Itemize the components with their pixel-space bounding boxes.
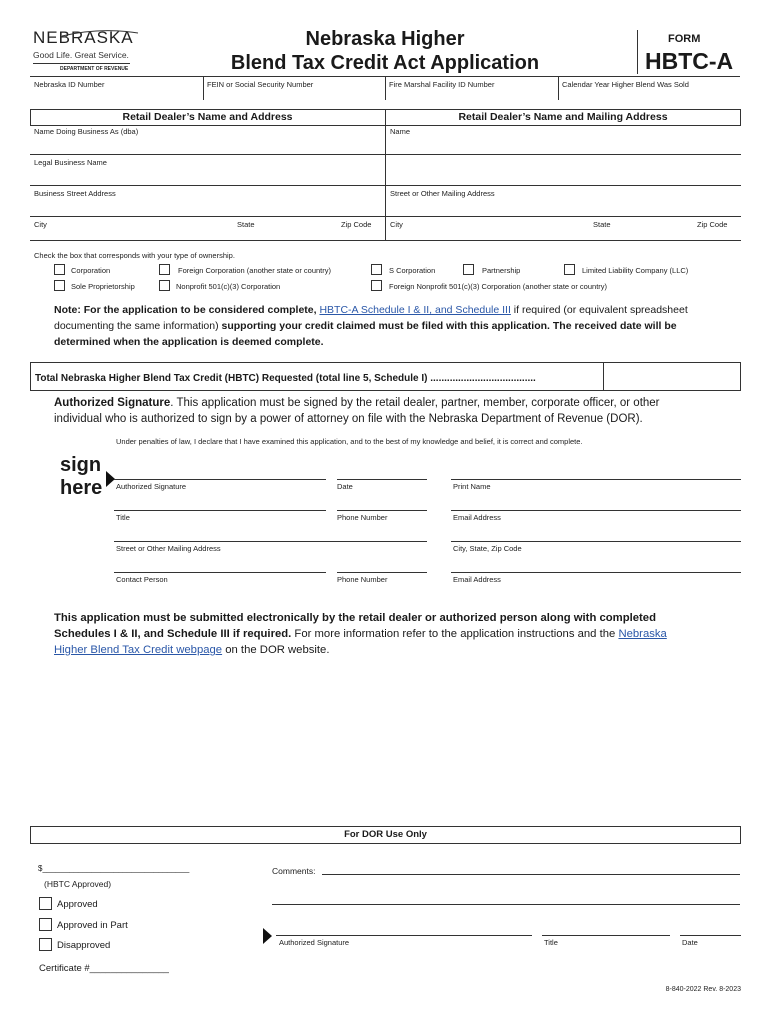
submit-bold2: Schedules I & II, and Schedule III if required. (54, 628, 292, 640)
form-id: HBTC-A (645, 48, 734, 74)
disapproved-checkbox[interactable] (39, 938, 52, 951)
dor-title-label: Title (544, 938, 558, 947)
s-corporation-label: S Corporation (389, 266, 436, 275)
contact-phone-field[interactable] (337, 559, 431, 571)
foreign-corporation-label: Foreign Corporation (another state or country) (178, 266, 331, 275)
form-title-line1: Nebraska Higher (305, 28, 465, 50)
mailing-name-field[interactable] (390, 138, 742, 152)
dor-signature-label: Authorized Signature (279, 938, 350, 947)
form-title-line2: Blend Tax Credit Act Application (230, 52, 540, 74)
approved-label: Approved (57, 899, 98, 910)
contact-email-label: Email Address (453, 575, 501, 584)
submission-instructions (54, 610, 744, 658)
dor-date-field[interactable] (680, 922, 745, 934)
completeness-note (54, 302, 744, 350)
mailing-zip-label: Zip Code (697, 220, 728, 229)
partnership-label: Partnership (482, 266, 521, 275)
dor-date-label: Date (682, 938, 698, 947)
nebraska-id-label: Nebraska ID Number (34, 80, 105, 89)
approved-checkbox[interactable] (39, 897, 52, 910)
mailing-zip-field[interactable] (690, 230, 742, 240)
dor-title-field[interactable] (542, 922, 674, 934)
penalty-statement: Under penalties of law, I declare that I have examined this application, and to the best of my knowledge and belief, it is correct and complete. (116, 437, 583, 446)
logo-word: NEBRASKA (33, 28, 134, 47)
title-field[interactable] (114, 497, 330, 509)
dor-signature-field[interactable] (276, 922, 536, 934)
email-field[interactable] (451, 497, 745, 509)
mailing-state-field[interactable] (593, 230, 692, 240)
approved-in-part-checkbox[interactable] (39, 918, 52, 931)
total-credit-label: Total Nebraska Higher Blend Tax Credit (HBTC) Requested (total line 5, Schedule I) ...................................... (35, 373, 536, 384)
hbtc-amount-line: $_________________________________ (38, 864, 190, 873)
city-label: City (34, 220, 47, 229)
submit-normal2: For more information refer to the application instructions and the (291, 628, 619, 640)
print-name-label: Print Name (453, 482, 491, 491)
email-label: Email Address (453, 513, 501, 522)
authorized-text (54, 395, 744, 427)
note-line3: determined when the application is deemed complete. (54, 336, 324, 348)
dba-label: Name Doing Business As (dba) (34, 127, 139, 136)
contact-phone-label: Phone Number (337, 575, 388, 584)
fire-marshal-field[interactable] (389, 89, 559, 100)
nonprofit-checkbox[interactable] (159, 280, 170, 291)
logo-department: DEPARTMENT OF REVENUE (60, 66, 129, 72)
authorized-signature-label: Authorized Signature (116, 482, 187, 491)
mailing-state-label: State (593, 220, 611, 229)
phone-label: Phone Number (337, 513, 388, 522)
foreign-nonprofit-label: Foreign Nonprofit 501(c)(3) Corporation (another state or country) (389, 282, 608, 291)
approved-in-part-label: Approved in Part (57, 920, 128, 931)
webpage-link-part1[interactable]: Nebraska (618, 628, 667, 640)
mailing-street-field[interactable] (390, 200, 742, 214)
webpage-link-part2[interactable]: Higher Blend Tax Credit webpage (54, 644, 223, 656)
phone-field[interactable] (337, 497, 431, 509)
submit-after-link: on the DOR website. (222, 644, 330, 656)
certificate-label: Certificate #_______________ (39, 963, 169, 974)
ownership-prompt: Check the box that corresponds with your type of ownership. (34, 251, 235, 260)
city-field[interactable] (34, 230, 228, 240)
partnership-checkbox[interactable] (463, 264, 474, 275)
mailing-street-label: Street or Other Mailing Address (390, 189, 495, 198)
corporation-checkbox[interactable] (54, 264, 65, 275)
authorized-bold: Authorized Signature (54, 397, 171, 409)
nonprofit-label: Nonprofit 501(c)(3) Corporation (176, 282, 281, 291)
disapproved-label: Disapproved (57, 940, 111, 951)
sign-date-field[interactable] (337, 466, 431, 478)
here-word: here (60, 477, 103, 499)
authorized-line1: . This application must be signed by the retail dealer, partner, member, corporate officer, or other (170, 397, 660, 409)
calendar-year-field[interactable] (562, 89, 742, 100)
submit-line1: This application must be submitted electronically by the retail dealer or authorized person along with completed (54, 612, 656, 624)
sole-proprietorship-label: Sole Proprietorship (71, 282, 135, 291)
title-label: Title (116, 513, 130, 522)
dealer-mailing-heading: Retail Dealer’s Name and Mailing Address (458, 111, 668, 123)
dor-use-heading: For DOR Use Only (344, 829, 427, 840)
total-credit-field[interactable] (606, 366, 742, 388)
schedule-link[interactable]: HBTC-A Schedule I & II, and Schedule III (319, 304, 511, 316)
form-label: FORM (668, 33, 701, 45)
print-name-field[interactable] (451, 466, 745, 478)
sign-mailing-field[interactable] (114, 528, 431, 540)
corporation-label: Corporation (71, 266, 111, 275)
foreign-nonprofit-checkbox[interactable] (371, 280, 382, 291)
foreign-corporation-checkbox[interactable] (159, 264, 170, 275)
note-line2-normal: documenting the same information) (54, 320, 219, 332)
legal-name-field[interactable] (34, 169, 386, 183)
nebraska-id-field[interactable] (34, 89, 204, 100)
form-number: 8-840-2022 Rev. 8-2023 (665, 986, 741, 993)
note-line2-bold: supporting your credit claimed must be filed with this application. The received date will be (218, 320, 677, 332)
calendar-year-label: Calendar Year Higher Blend Was Sold (562, 80, 689, 89)
fein-field[interactable] (207, 89, 386, 100)
hbtc-approved-label: (HBTC Approved) (44, 879, 112, 889)
comments-label: Comments: (272, 866, 316, 876)
dba-field[interactable] (34, 138, 386, 152)
dealer-address-heading: Retail Dealer’s Name and Address (122, 111, 293, 123)
fire-marshal-label: Fire Marshal Facility ID Number (389, 80, 495, 89)
note-after-link: if required (or equivalent spreadsheet (510, 304, 688, 316)
authorized-signature-field[interactable] (114, 466, 330, 478)
name-label: Name (390, 127, 411, 136)
contact-person-label: Contact Person (116, 575, 168, 584)
logo-swoosh-icon (60, 27, 140, 41)
llc-label: Limited Liability Company (LLC) (582, 266, 689, 275)
sign-word: sign (60, 454, 102, 476)
logo-tagline: Good Life. Great Service. (33, 50, 129, 60)
mailing-city-field[interactable] (390, 230, 584, 240)
contact-email-field[interactable] (451, 559, 745, 571)
fein-label: FEIN or Social Security Number (207, 80, 314, 89)
comments-field[interactable] (322, 860, 744, 873)
contact-person-field[interactable] (114, 559, 330, 571)
state-label: State (237, 220, 255, 229)
city-state-zip-field[interactable] (451, 528, 745, 540)
street-field[interactable] (34, 200, 386, 214)
legal-name-label: Legal Business Name (34, 158, 107, 167)
sign-mailing-label: Street or Other Mailing Address (116, 544, 221, 553)
sole-proprietorship-checkbox[interactable] (54, 280, 65, 291)
note-bold-start: Note: For the application to be considered complete, (54, 304, 317, 316)
dor-sign-arrow-icon (263, 928, 273, 944)
zip-field[interactable] (334, 230, 386, 240)
authorized-line2: individual who is authorized to sign by a power of attorney on file with the Nebraska Department of Revenue (DOR). (54, 413, 643, 425)
mailing-city-label: City (390, 220, 403, 229)
mailing-legal-field[interactable] (390, 169, 742, 183)
s-corporation-checkbox[interactable] (371, 264, 382, 275)
state-field[interactable] (237, 230, 336, 240)
llc-checkbox[interactable] (564, 264, 575, 275)
zip-label: Zip Code (341, 220, 372, 229)
sign-date-label: Date (337, 482, 353, 491)
street-label: Business Street Address (34, 189, 116, 198)
city-state-zip-label: City, State, Zip Code (453, 544, 522, 553)
